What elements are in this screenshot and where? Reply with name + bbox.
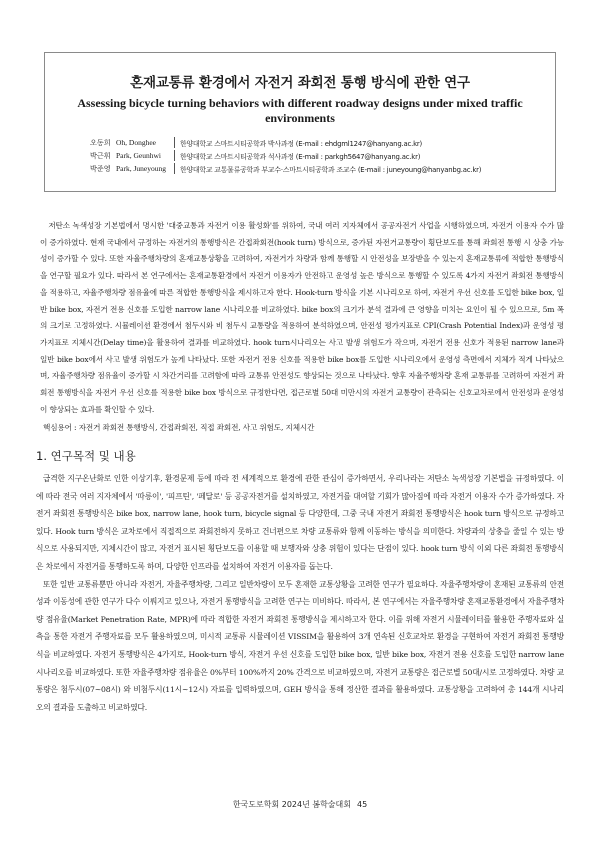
title-box <box>44 52 556 192</box>
author-row <box>90 162 510 175</box>
author-affiliation: 한양대학교 교통물류공학과 부교수·스마트시티공학과 조교수 (E-mail : juneyoung@hanyanbg.ac.kr) <box>180 165 482 174</box>
author-list <box>90 136 510 175</box>
conference-name: 한국도로학회 2024년 봄학술대회 <box>232 800 351 809</box>
section-heading: 1. 연구목적 및 내용 <box>36 449 136 463</box>
author-row <box>90 149 510 162</box>
author-name-korean: 박준영 <box>90 163 111 173</box>
abstract-text: 저탄소 녹색성장 기본법에서 명시한 '대중교통과 자전거 이용 활성화'를 위하여, 국내 여러 지자체에서 공공자전거 사업을 시행하였으며, 자전거 이용자 수가 많이 증가하였다. 현재 국내에서 규정하는 자전거의 통행방식은 간접좌회전(hook turn) 방식으로, 증가된 자전거교통량이 횡단보도를 통해 좌회전 통행 시 상충 가능성이 증가할 수 있다. 또한 자율주행차량의 혼재교통상황을 고려하여, 자전거가 차량과 함께 통행할 시 안전성을 보장받을 수 있는지 혼재교통류에 적합한 통행방식을 연구할 필요가 있다. 따라서 본 연구에서는 혼재교통환경에서 자전거 이용자가 안전하고 운영성 높은 방식으로 통행할 수 있도록 4가지 자전거 좌회전 통행방식을 적용하고, 자율주행차량 점유율에 따른 적합한 통행방식을 제시하고자 한다. Hook-turn 방식을 기본 시나리오로 하여, 자전거 우선 신호를 도입한 bike box, 일반 bike box, 자전거 전용 신호를 도입한 narrow lane 시나리오를 비교하였다. bike box의 크기가 분석 결과에 큰 영향을 미치는 요인이 될 수 있으므로, 5m 폭의 크기로 고정하였다. 시뮬레이션 환경에서 첨두시와 비 첨두시 교통량을 적용하여 분석하였으며, 안전성 평가지표로 CPI(Crash Potential Index)과 운영성 평가지표로 지체시간(Delay time)을 활용하여 결과를 비교하였다. hook turn시나리오는 사고 발생 위험도가 작으며, 자전거 전용 신호가 적용된 narrow lane과 일반 bike box에서 사고 발생 위험도가 높게 나타났다. 또한 자전거 전용 신호를 적용한 bike box를 도입한 시나리오에서 운영성 측면에서 지체가 적게 나타났으며, 자율주행차량 점유율이 증가할 시 차간거리를 고려함에 따라 교통류 안전성도 향상되는 것으로 나타났다. 향후 자율주행차량 혼재 교통류를 고려하여 자전거 좌회전 통행방식을 자전거 우선 신호를 적용한 bike box 방식으로 규정한다면, 접근로별 50대 미만시의 자전거 교통량이 관측되는 신호교차로에서 안전성과 운영성이 향상되는 효과를 확인할 수 있다. <box>40 221 564 414</box>
author-affiliation: 한양대학교 스마트시티공학과 박사과정 (E-mail : ehdgml1247@hanyang.ac.kr) <box>180 139 423 148</box>
body-paragraph: 또한 일반 교통류뿐만 아니라 자전거, 자율주행차량, 그리고 일반차량이 모두 혼재한 교통상황을 고려한 연구가 필요하다. 자율주행차량이 혼재된 교통류의 안전성과 이동성에 관한 연구가 다수 이뤄지고 있으나, 자전거 통행방식을 고려한 연구는 미비하다. 따라서, 본 연구에서는 자율주행차량 혼재교통환경에서 자율주행차량 점유율(Market Penetration Rate, MPR)에 따라 적합한 자전거 좌회전 통행방식을 제시하고자 한다. 이를 위해 자전거 시뮬레이터를 활용한 주행자료와 실측을 통한 자전거 주행자료를 모두 활용하였으며, 미시적 교통류 시뮬레이션 VISSIM을 활용하여 3개 연속된 신호교차로 환경을 구현하여 자전거 좌회전 통행방식을 비교하였다. 자전거 통행방식은 4가지로, Hook-turn 방식, 자전거 우선 신호를 도입한 bike box, 일반 bike box, 자전거 전용 신호를 도입한 narrow lane 시나리오를 비교하였다. 또한 자율주행차량 점유율은 0%부터 100%까지 20% 간격으로 비교하였으며, 자전거 교통량은 접근로별 50대/시로 고정하였다. 차량 교통량은 첨두시(07~08시) 와 비첨두시(11시~12시) 자료를 입력하였으며, GEH 방식을 통해 정산한 결과를 활용하였다. 교통상황을 고려하여 총 144개 시나리오의 결과를 도출하고 비교하였다. <box>36 579 564 712</box>
author-name-english: Oh, Donghee <box>116 138 156 147</box>
paper-title-english: Assessing bicycle turning behaviors with different roadway designs under mixed traffic environments <box>77 96 523 125</box>
keywords: 핵심용어 : 자전거 좌회전 통행방식, 간접좌회전, 직접 좌회전, 사고 위험도, 지체시간 <box>43 423 315 432</box>
author-affiliation: 한양대학교 스마트시티공학과 석사과정 (E-mail : parkgh5647@hanyang.ac.kr) <box>180 152 421 161</box>
author-name-english: Park, Geunhwi <box>116 151 161 160</box>
section-body <box>36 470 564 716</box>
author-name-english: Park, Juneyoung <box>116 164 166 173</box>
author-divider <box>174 137 175 148</box>
body-paragraph: 급격한 지구온난화로 인한 이상기후, 환경문제 등에 따라 전 세계적으로 환경에 관한 관심이 증가하면서, 우리나라는 저탄소 녹색성장 기본법을 규정하였다. 이에 따라 전국 여러 지자체에서 '따릉이', '피프틴', '페달로' 등 공공자전거를 설치하였고, 자전거를 대여할 기회가 많아짐에 따라 자전거 이용자 수가 증가하였다. 자전거 좌회전 통행방식은 bike box, narrow lane, hook turn, bicycle signal 등 다양한데, 그중 국내 자전거 좌회전 통행방식은 hook turn 방식으로 규정하고 있다. Hook turn 방식은 교차로에서 직접적으로 좌회전하지 못하고 건너편으로 차량 교통류와 함께 이동하는 방식을 의미한다. 차량과의 상충을 줄일 수 있는 방식으로 사용되지만, 지체시간이 많고, 자전거 표시된 횡단보도를 이용할 때 보행자와 상충 위험이 있다는 단점이 있다. hook turn 방식 이외 다른 좌회전 통행방식은 차로에서 자전거를 통행하도록 하며, 다양한 인프라를 설치하여 자전거 이용자를 돕는다. <box>36 474 564 571</box>
paper-title-korean: 혼재교통류 환경에서 자전거 좌회전 통행 방식에 관한 연구 <box>130 75 470 91</box>
author-divider <box>174 163 175 174</box>
author-name-korean: 오동희 <box>90 137 111 147</box>
author-row <box>90 136 510 149</box>
author-divider <box>174 150 175 161</box>
page-number: 45 <box>357 800 368 809</box>
page-footer <box>0 799 600 810</box>
author-name-korean: 박근휘 <box>90 150 111 160</box>
